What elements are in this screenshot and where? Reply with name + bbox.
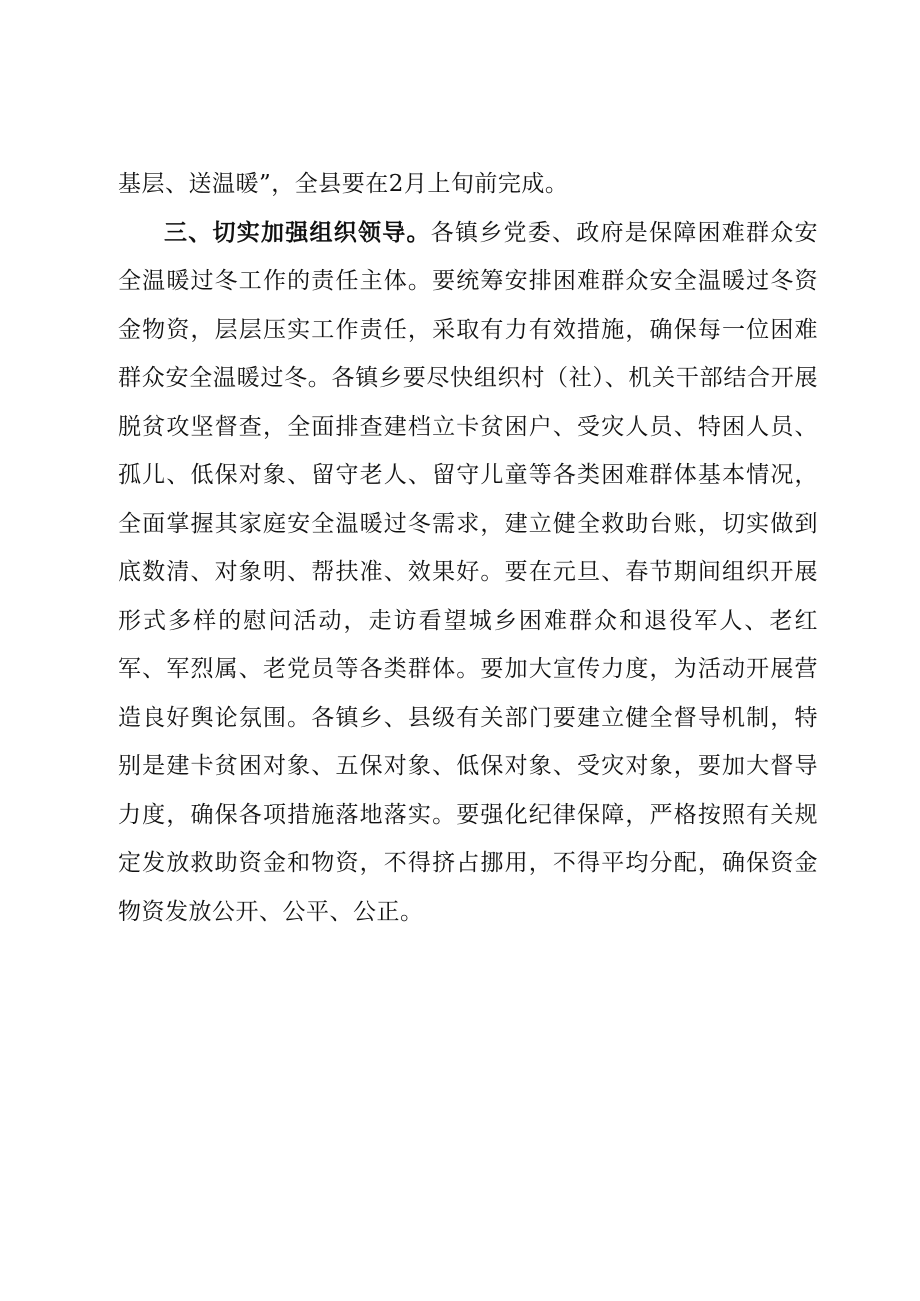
section-3-body: 各镇乡党委、政府是保障困难群众安全温暖过冬工作的责任主体。要统筹安排困难群众安全温暖过冬资金物资，层层压实工作责任，采取有力有效措施，确保每一位困难群众安全温暖过冬。各镇乡要尽快组织村（社）、机关干部结合开展脱贫攻坚督查，全面排查建档立卡贫困户、受灾人员、特困人员、孤儿、低保对象、留守老人、留守儿童等各类困难群体基本情况，全面掌握其家庭安全温暖过冬需求，建立健全救助台账，切实做到底数清、对象明、帮扶准、效果好。要在元旦、春节期间组织开展形式多样的慰问活动，走访看望城乡困难群众和退役军人、老红军、军烈属、老党员等各类群体。要加大宣传力度，为活动开展营造良好舆论氛围。各镇乡、县级有关部门要建立健全督导机制，特别是建卡贫困对象、五保对象、低保对象、受灾对象，要加大督导力度，确保各项措施落地落实。要强化纪律保障，严格按照有关规定发放救助资金和物资，不得挤占挪用，不得平均分配，确保资金物资发放公开、公平、公正。: [118, 219, 818, 925]
section-3-paragraph: [118, 209, 818, 937]
document-body: [118, 160, 818, 936]
continuation-paragraph: 基层、送温暖”，全县要在2月上旬前完成。: [118, 171, 569, 197]
section-3-heading: 三、切实加强组织领导。: [164, 219, 431, 246]
